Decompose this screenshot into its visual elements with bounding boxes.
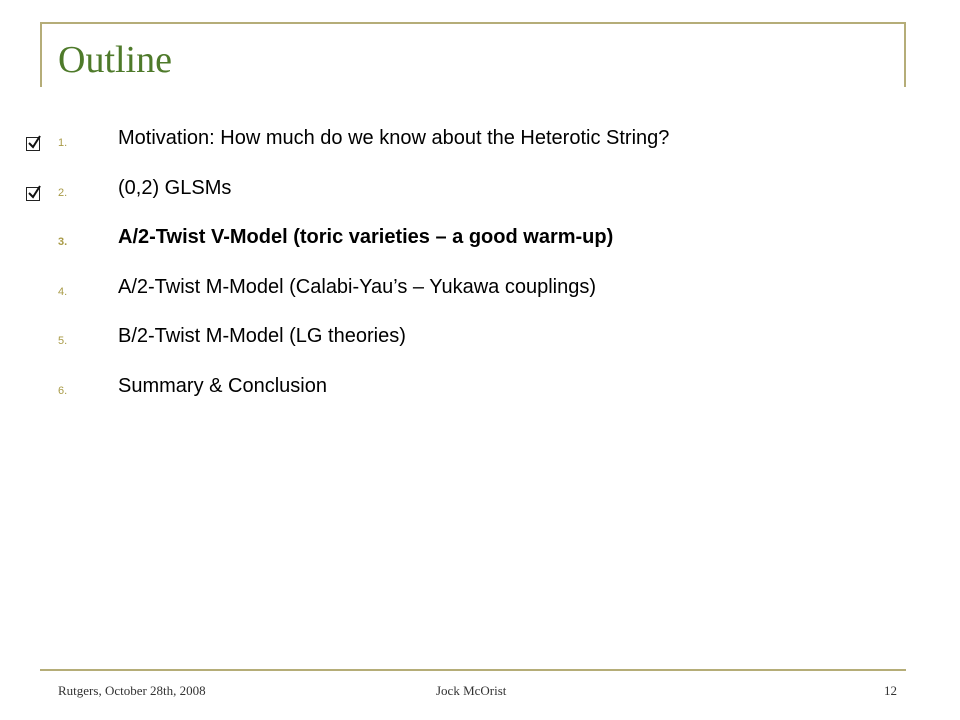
frame-top-line: [40, 22, 906, 24]
list-item: [0, 167, 960, 217]
item-text: A/2-Twist V-Model (toric varieties – a good warm-up): [118, 226, 614, 248]
item-number: 6.: [58, 384, 68, 397]
item-number: 5.: [58, 335, 68, 347]
item-number: 1.: [58, 137, 68, 149]
footer-page-number: 12: [884, 683, 897, 698]
list-item: [0, 216, 960, 266]
item-number: 3.: [58, 236, 68, 248]
item-text: B/2-Twist M-Model (LG theories): [118, 325, 406, 347]
footer-venue-date: Rutgers, October 28th, 2008: [58, 683, 206, 698]
item-number: 4.: [58, 285, 68, 298]
slide-title: Outline: [58, 39, 172, 81]
list-item: [0, 117, 960, 167]
frame-bottom-line: [40, 669, 906, 671]
list-item: [0, 266, 960, 316]
checkbox-checked-icon: [26, 137, 40, 151]
footer-author: Jock McOrist: [436, 683, 507, 698]
item-text: Summary & Conclusion: [118, 374, 327, 397]
list-item: [0, 315, 960, 365]
frame-right-line: [904, 22, 906, 87]
frame-left-line: [40, 22, 42, 87]
item-text: Motivation: How much do we know about the Heterotic String?: [118, 127, 670, 149]
item-text: A/2-Twist M-Model (Calabi-Yau’s – Yukawa couplings): [118, 275, 596, 298]
list-item: [0, 365, 960, 415]
item-number: 2.: [58, 186, 68, 199]
outline-list: [0, 117, 960, 414]
item-text: (0,2) GLSMs: [118, 176, 232, 199]
checkbox-checked-icon: [26, 187, 40, 201]
